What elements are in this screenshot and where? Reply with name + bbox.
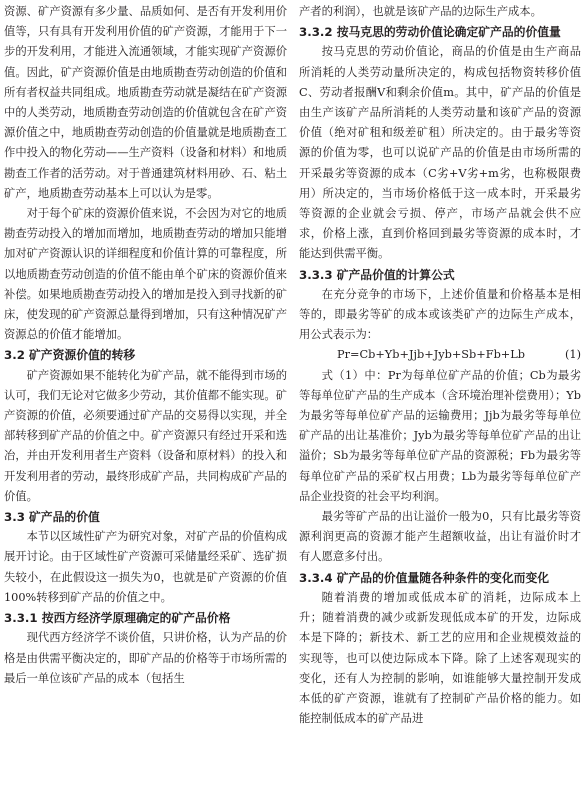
paragraph: 矿产资源如果不能转化为矿产品，就不能得到市场的认可，我们无论对它做多少劳动，其价值都不能实现。矿产资源的价值，必须要通过矿产品的交易得以实现，并全部转移到矿产品的价值之中。矿产资源只有经过开采和选冶，并由开发利用者生产资料（设备和原材料）的投入和开发利用者的劳动，最终形成矿产品，共同构成矿产品的价值。 [4,368,287,503]
paragraph: 现代西方经济学不谈价值，只讲价格，认为产品的价格是由供需平衡决定的，即矿产品的价格等于市场所需的最后一单位该矿产品的成本（包括生 [4,631,287,685]
left-column [4,2,287,689]
formula-number: (1) [564,348,581,362]
paragraph: 式（1）中：Pr为每单位矿产品的价值；Cb为最劣等每单位矿产品的生产成本（含环境治理补偿费用）；Yb为最劣等每单位矿产品的运输费用；Jjb为最劣等每单位矿产品的出让基准价；Jyb为最劣等每单位矿产品的出让溢价；Sb为最劣等每单位矿产品的资源税；Fb为最劣等每单位矿产品的采矿权占用费；Lb为最劣等每单位矿产品企业投资的社会平均利润。 [299,368,581,503]
paragraph: 本节以区域性矿产为研究对象，对矿产品的价值构成展开讨论。由于区域性矿产资源可采储量经采矿、选矿损失较小，在此假设这一损失为0，也就是矿产资源的价值100%转移到矿产品的价值之中。 [4,530,287,604]
section-heading-3-3-3: 3.3.3 矿产品价值的计算公式 [299,267,455,282]
section-heading-3-2: 3.2 矿产资源价值的转移 [4,348,136,363]
paragraph: 资源、矿产资源有多少量、品质如何、是否有开发利用价值等，只有具有开发利用价值的矿产资源，才能用于下一步的开发利用，才能进入流通领域，才能实现矿产资源价值。因此，矿产资源价值是由地质勘查劳动创造的价值和所有者权益共同组成。地质勘查劳动就是凝结在矿产资源中的人类劳动，地质勘查劳动创造的价值就包含在矿产资源价值之中，地质勘查劳动创造的价值量就是地质勘查工作中投入的物化劳动——生产资料（设备和材料）和地质勘查工作者的活劳动。对于普通建筑材料用砂、石、粘土矿产，地质勘查劳动基本上可以认为是零。 [4,5,287,200]
paragraph: 对于每个矿床的资源价值来说，不会因为对它的地质勘查劳动投入的增加而增加，地质勘查劳动的增加只能增加对矿产资源认识的详细程度和价值计算的可靠程度，所以地质勘查劳动创造的价值不能由单个矿床的资源价值来补偿。如果地质勘查劳动投入的增加是投入到寻找新的矿床，使发现的矿产资源总量得到增加，只有这种情况矿产资源总的价值才能增加。 [4,207,287,342]
paragraph: 产者的利润），也就是该矿产品的边际生产成本。 [299,5,542,18]
section-heading-3-3-1: 3.3.1 按西方经济学原理确定的矿产品价格 [4,611,231,626]
section-heading-3-3: 3.3 矿产品的价值 [4,510,100,525]
paragraph: 在充分竞争的市场下，上述价值量和价格基本是相等的，即最劣等矿的成本或该类矿产的边际生产成本，用公式表示为： [299,287,581,342]
paragraph: 随着消费的增加或低成本矿的消耗，边际成本上升；随着消费的减少或新发现低成本矿的开发，边际成本是下降的；新技术、新工艺的应用和企业规模效益的实现等，也可以使边际成本下降。除了上述客观现实的变化，还有人为控制的影响，如谁能够大量控制开发成本低的矿产资源，谁就有了控制矿产品价格的能力。如能控制低成本的矿产品进 [299,590,581,726]
paragraph: 按马克思的劳动价值论，商品的价值是由生产商品所消耗的人类劳动量所决定的，构成包括物资转移价值C、劳动者报酬V和剩余价值m。其中，矿产品的价值是由生产该矿产品所消耗的人类劳动量和该矿产品的资源价值（绝对矿租和级差矿租）所决定的。由于最劣等资源的价值为零，也可以说矿产品的价值是由市场所需的开采最劣等资源的成本（C劣+V劣+m劣，也称极限费用）所决定的，当市场价格低于这一成本时，开采最劣等资源的企业就会亏损、停产，市场产品就会供不应求，价格上涨，直到价格回到最劣等资源的成本时，才能达到供需平衡。 [299,45,581,261]
section-heading-3-3-4: 3.3.4 矿产品的价值量随各种条件的变化而变化 [299,570,550,585]
section-heading-3-3-2: 3.3.2 按马克思的劳动价值论确定矿产品的价值量 [299,25,561,40]
formula [299,345,581,365]
right-column [299,2,581,729]
formula-text: Pr=Cb+Yb+Jjb+Jyb+Sb+Fb+Lb [337,348,526,362]
paragraph: 最劣等矿产品的出让溢价一般为0，只有比最劣等资源利润更高的资源才能产生超额收益，出让有溢价时才有人愿意多付出。 [299,510,581,564]
